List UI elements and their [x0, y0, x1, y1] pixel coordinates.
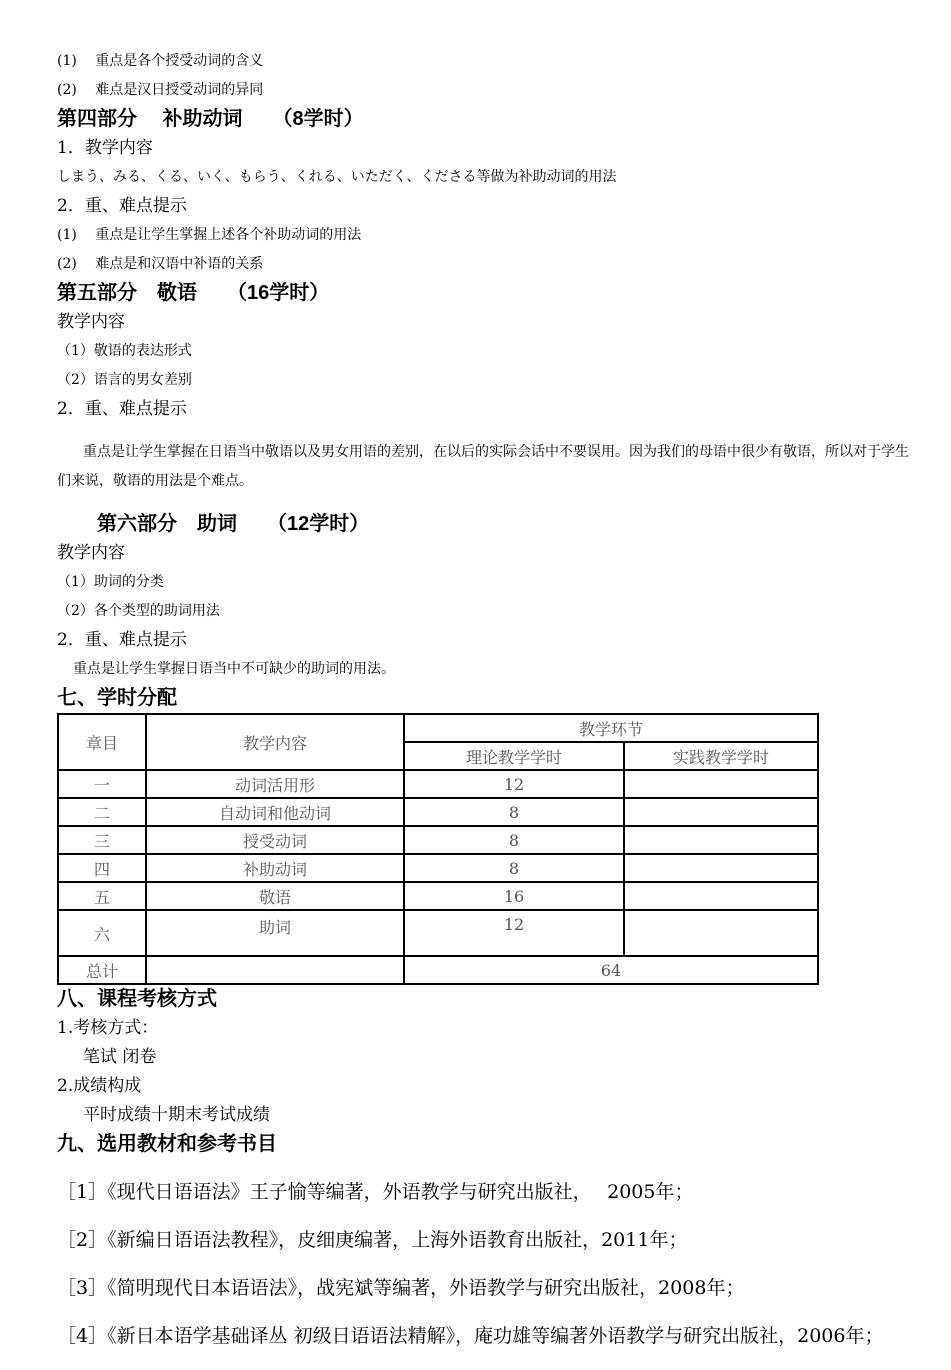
cell-theory: 16 — [404, 882, 624, 910]
cell-theory: 8 — [404, 826, 624, 854]
cell-theory: 12 — [404, 770, 624, 798]
cell-chapter: 六 — [58, 910, 146, 956]
cell-theory: 8 — [404, 854, 624, 882]
part6-content-item-2: （2）各个类型的助词用法 — [57, 603, 220, 619]
reference-item-1: ［1］《现代日语语法》王子愉等编著，外语教学与研究出版社， 2005年； — [57, 1181, 694, 1203]
part4-content-text: しまう、みる、くる、いく、もらう、くれる、いただく、くださる等做为补助动词的用法 — [57, 169, 617, 185]
part4-content-title: 1．教学内容 — [57, 138, 153, 158]
top-item-1: (1) 重点是各个授受动词的含义 — [57, 53, 264, 69]
cell-practice — [624, 910, 818, 956]
reference-item-3: ［3］《简明现代日本语语法》，战宪斌等编著，外语教学与研究出版社，2008年； — [57, 1277, 745, 1299]
header-theory-hours: 理论教学学时 — [404, 742, 624, 770]
cell-content: 动词活用形 — [146, 770, 404, 798]
part5-content-title: 教学内容 — [57, 312, 125, 332]
table-row — [58, 910, 818, 956]
cell-practice — [624, 854, 818, 882]
part6-key-text: 重点是让学生掌握日语当中不可缺少的助词的用法。 — [73, 661, 395, 677]
score-title: 2.成绩构成 — [57, 1076, 142, 1096]
section9-heading: 九、选用教材和参考书目 — [57, 1133, 277, 1155]
part5-heading: 第五部分 敬语 （16学时） — [57, 282, 330, 304]
hours-table — [57, 713, 819, 985]
part4-key-item-2: (2) 难点是和汉语中补语的关系 — [57, 256, 264, 272]
top-item-2: (2) 难点是汉日授受动词的异同 — [57, 82, 264, 98]
part6-heading: 第六部分 助词 （12学时） — [97, 513, 370, 535]
reference-item-2: ［2］《新编日语语法教程》，皮细庚编著，上海外语教育出版社，2011年； — [57, 1229, 688, 1251]
table-total-row — [58, 956, 818, 984]
cell-theory: 8 — [404, 798, 624, 826]
cell-content: 助词 — [146, 910, 404, 956]
table-row — [58, 798, 818, 826]
cell-content: 敬语 — [146, 882, 404, 910]
cell-content: 补助动词 — [146, 854, 404, 882]
part5-content-item-2: （2）语言的男女差别 — [57, 372, 192, 388]
section7-heading: 七、学时分配 — [57, 687, 177, 709]
part4-key-title: 2．重、难点提示 — [57, 196, 187, 216]
table-row — [58, 854, 818, 882]
cell-content: 授受动词 — [146, 826, 404, 854]
cell-practice — [624, 826, 818, 854]
cell-chapter: 二 — [58, 798, 146, 826]
table-row — [58, 826, 818, 854]
part4-key-item-1: (1) 重点是让学生掌握上述各个补助动词的用法 — [57, 227, 362, 243]
part6-content-item-1: （1）助词的分类 — [57, 574, 164, 590]
exam-method-title: 1.考核方式： — [57, 1018, 159, 1038]
score-value: 平时成绩十期末考试成绩 — [83, 1105, 270, 1125]
part6-content-title: 教学内容 — [57, 543, 125, 563]
cell-chapter: 一 — [58, 770, 146, 798]
header-teaching-link: 教学环节 — [404, 714, 818, 742]
part5-key-title: 2．重、难点提示 — [57, 399, 187, 419]
header-chapter: 章目 — [58, 714, 146, 770]
table-row — [58, 770, 818, 798]
section8-heading: 八、课程考核方式 — [57, 988, 217, 1010]
reference-item-4: ［4］《新日本语学基础译丛 初级日语语法精解》，庵功雄等编著外语教学与研究出版社，2006年； — [57, 1325, 884, 1347]
cell-chapter: 五 — [58, 882, 146, 910]
table-row — [58, 882, 818, 910]
cell-practice — [624, 882, 818, 910]
part6-key-title: 2．重、难点提示 — [57, 630, 187, 650]
part5-content-item-1: （1）敬语的表达形式 — [57, 343, 192, 359]
cell-total-empty — [146, 956, 404, 984]
document-page — [57, 47, 917, 1370]
cell-total-label: 总计 — [58, 956, 146, 984]
cell-theory: 12 — [404, 910, 624, 956]
cell-total-value: 64 — [404, 956, 818, 984]
part4-heading: 第四部分 补助动词 （8学时） — [57, 108, 364, 130]
part5-key-text: 重点是让学生掌握在日语当中敬语以及男女用语的差别，在以后的实际会话中不要误用。因为我们的母语中很少有敬语，所以对于学生们来说，敬语的用法是个难点。 — [57, 444, 909, 489]
cell-practice — [624, 770, 818, 798]
cell-chapter: 三 — [58, 826, 146, 854]
cell-chapter: 四 — [58, 854, 146, 882]
header-content: 教学内容 — [146, 714, 404, 770]
cell-content: 自动词和他动词 — [146, 798, 404, 826]
cell-practice — [624, 798, 818, 826]
header-practice-hours: 实践教学学时 — [624, 742, 818, 770]
exam-method-value: 笔试 闭卷 — [83, 1047, 157, 1067]
